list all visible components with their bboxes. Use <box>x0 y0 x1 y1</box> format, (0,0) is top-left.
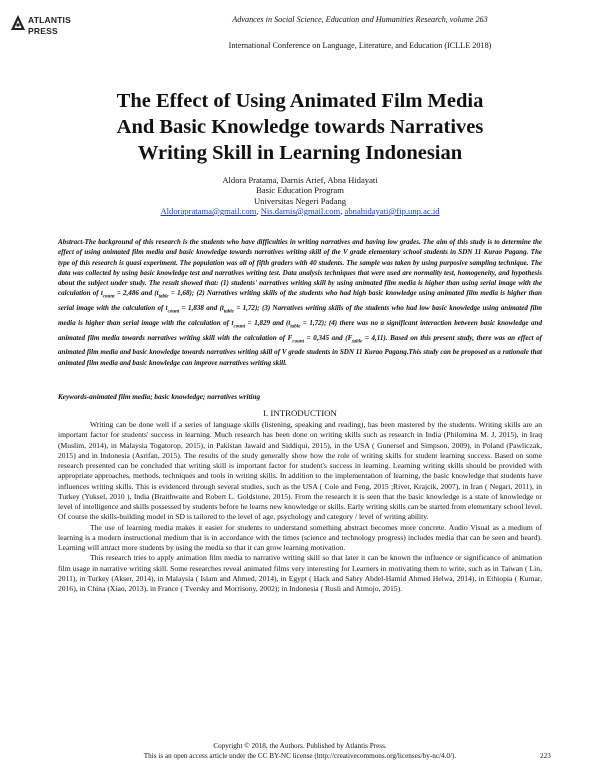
publisher-logo <box>10 14 100 40</box>
abstract-text: Abstract-The background of this research is the students who have difficulties in writing narratives and having low grades. The aim of this study is to determine the effect of using animated film media and basic knowledge towards narratives writing skill of the V grade elementary school students in SDN 11 Kurao Pagang. The type of this research is quasi experiment. The population was all of fifth graders with 40 students. The sample was taken by using purposive sampling technique. The data was collected by using basic knowledge test and narratives writing test. Data analysis techniques that were used are normality test, homogeneity, and hypothesis about the subject under study. The result showed that: (1) students' narratives writing skill by using animated film media is higher than using serial image with the calculation of t <box>58 238 542 298</box>
subscript: table <box>158 294 169 300</box>
title-line-3: Writing Skill in Learning Indonesian <box>137 142 463 164</box>
section-heading-introduction: I. INTRODUCTION <box>263 408 337 418</box>
author-names: Aldora Pratama, Darnis Arief, Abna Hidayati <box>222 175 378 185</box>
subscript: table <box>290 324 301 330</box>
abstract-text: = 1,72); (3) Narratives writing skills of the students who had low basic knowledge using animated film media is higher than serial image with the calculation of t <box>58 304 542 327</box>
page-number: 223 <box>540 752 551 760</box>
atlantis-logo-icon <box>10 14 26 32</box>
copyright-footer <box>100 741 500 761</box>
title-line-1: The Effect of Using Animated Film Media <box>116 90 484 112</box>
conference-header: International Conference on Language, Literature, and Education (ICLLE 2018) <box>228 41 492 50</box>
email-separator: , <box>340 205 345 216</box>
email-separator: , <box>256 205 261 216</box>
title-line-2: And Basic Knowledge towards Narratives <box>116 116 484 138</box>
publisher-name-line2: PRESS <box>28 26 58 36</box>
subscript: count <box>102 294 115 300</box>
email-link-1[interactable]: Aldorapratama@gmail.com <box>160 205 257 216</box>
abstract-text: = 1,838 and (t <box>179 304 224 313</box>
series-header: Advances in Social Science, Education and Humanities Research, volume 263 <box>232 15 488 24</box>
abstract-text: = 1,72); (4) there was no a significant interaction between basic knowledge and animated film media towards narratives writing skill with the calculation of F <box>58 318 542 342</box>
license-line: This is an open access article under the CC BY-NC license (http://creativecommons.org/licenses/by-nc/4.0/). <box>143 752 457 760</box>
author-emails <box>100 206 500 216</box>
keywords: Keywords-animated film media; basic knowledge; narratives writing <box>58 393 261 401</box>
paragraph-1: Writing can be done well if a series of language skills (listening, speaking and reading), has been mastered by the students. Writing skills are an important factor for students' success in learning. Much research has been done on writing skills such as research in India (Philomina M. J, 2015), in Iraq (Muslim, 2014), in Malaysia Togatorop, 2015), in Pakistan Jawaid and Siddiqui, 2015), in the USA ( Gunersel and Simpson, 2009), in Poland (Pawliczak, 2015) and in Indonesia (Asrifan, 2015). The results of the study generally show how the role of writing skills for student learning success. Based on some research presented can be concluded that writing skill is important factor for student's success in learning. Learning writing skills should be provided with appropriate approaches, methods, techniques and tools in writing skills. In addition to the implementation of learning, the basic knowledge that students have influences writing skills. This is evidenced through several studies, such as the USA ( Cole and Feng, 2015 ;Rivet, Krajcik, 2007), in Iran ( Negari, 2011), in Turkey (Yuksel, 2010 ), India (Braithwaite and Robert L. Goldstone, 2015). From the research it is seen that the basic knowledge is a state of knowledge or level of intelligence and skills possessed by students before he learns new knowledge or skills. Early writing skills can be started from elementary school level. Of course the skills-building model in SD is tailored to the level of age, psychology and category / level of writing ability. <box>58 420 542 522</box>
paper-title <box>40 88 560 166</box>
copyright-line: Copyright © 2018, the Authors. Published by Atlantis Press. <box>213 742 387 750</box>
email-link-3[interactable]: abnahidayati@fip.unp.ac.id <box>344 205 440 216</box>
abstract-text: = 0,345 and (F <box>304 333 353 342</box>
abstract-text: = 1,68); (2) Narratives writing skills of the students who had high basic knowledge using animated film media is higher than serial image with the calculation of t <box>58 289 542 313</box>
subscript: table <box>352 339 363 344</box>
subscript: table <box>223 309 234 315</box>
abstract <box>58 237 542 368</box>
paragraph-3: This research tries to apply animation film media to narrative writing skill so that later it can be known the influence or significance of animation film usage in narrative writing skill. Some researches reveal animated films very interesting for Learners in motivating them to write, such as in Taiwan ( Lin, 2011), in Turkey (Akser, 2014), in Malaysia ( Islam and Ahmed, 2014), in Egypt ( Hack and Sabry Abdel-Hamid Ahmed Helwa, 2014), in Ethiopia ( Kumar, 2016), in China (Xiao, 2013), in France ( Tversky and Morrisony, 2002); in Indonesia ( Rusli and Atmojo, 2015). <box>58 553 542 593</box>
subscript: count <box>233 324 246 330</box>
body-text <box>58 420 542 594</box>
email-link-2[interactable]: Nis.darnis@gmail.com <box>260 205 341 216</box>
abstract-text: = 1,829 and (t <box>245 318 291 327</box>
subscript: count <box>292 339 305 344</box>
author-block <box>100 175 500 216</box>
publisher-name-line1: ATLANTIS <box>28 15 71 25</box>
publisher-name <box>28 15 71 37</box>
subscript: count <box>167 309 180 315</box>
abstract-text: = 4,11). Based on this present study, there was an effect of animated film media and basic knowledge towards narratives writing skill of V grade students in SDN 11 Kurao Pagang.This study can be proposed as a rationale that animated film media and basic knowledge can improve narratives writing skill. <box>58 333 542 367</box>
author-department: Basic Education Program <box>256 185 344 196</box>
paragraph-2: The use of learning media makes it easier for students to understand something abstract becomes more concrete. Audio Visual as a medium of learning is a modern instructional medium that is in accordance with the times (science and technology progress) includes media that can be seen and heard). Learning will attract more students by using the media so that it can grow learning motivation. <box>58 522 542 552</box>
author-university: Universitas Negeri Padang <box>253 195 347 206</box>
abstract-text: = 2,486 and (t <box>114 289 159 298</box>
